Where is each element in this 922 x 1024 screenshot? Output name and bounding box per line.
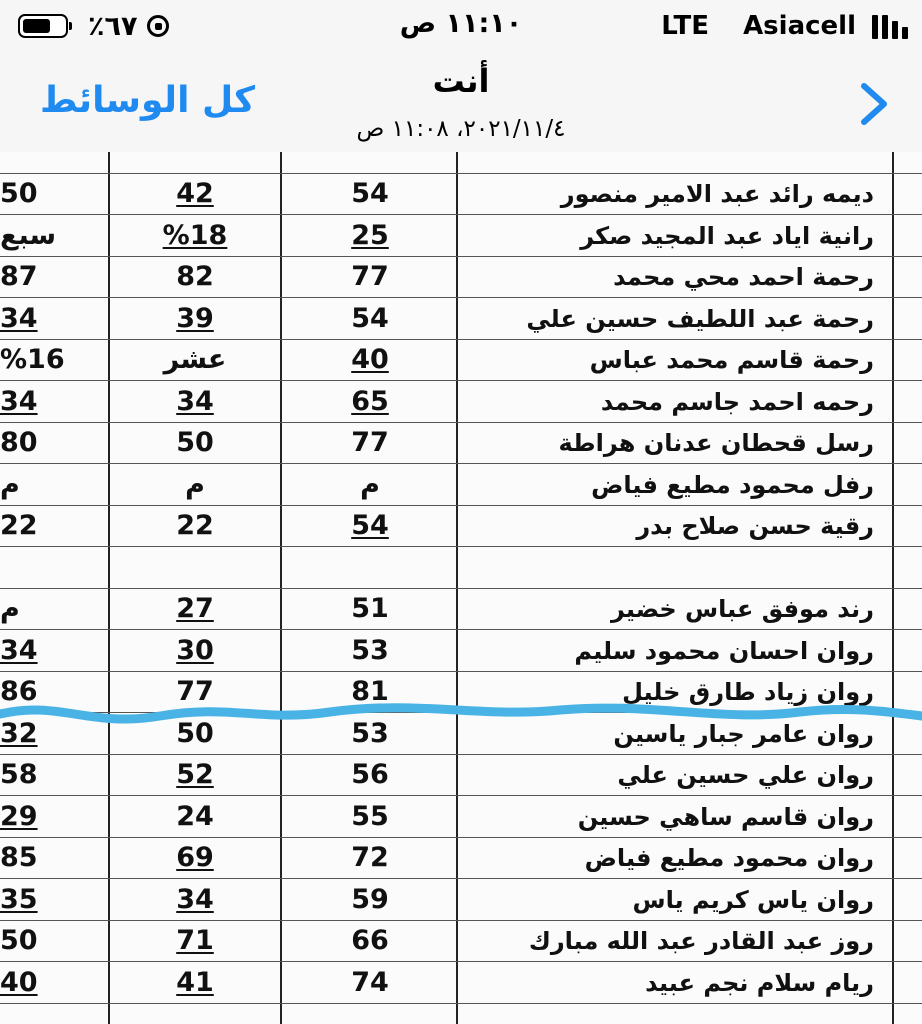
chevron-right-icon[interactable] bbox=[854, 80, 894, 128]
all-media-button[interactable]: كل الوسائط bbox=[40, 80, 256, 121]
grade-col-1: 40 bbox=[0, 966, 38, 998]
student-name: روان عامر جبار ياسين bbox=[613, 719, 874, 748]
grade-col-3: 53 bbox=[351, 634, 389, 666]
student-name: رفل محمود مطيع فياض bbox=[591, 470, 874, 499]
student-name: روان قاسم ساهي حسين bbox=[577, 802, 874, 831]
table-row bbox=[0, 382, 922, 423]
grade-col-2: 50 bbox=[176, 427, 214, 458]
student-name: رقية حسن صلاح بدر bbox=[636, 512, 874, 540]
grade-col-1: 58 bbox=[0, 759, 38, 790]
grade-col-3: 77 bbox=[351, 261, 389, 292]
pen-scribble bbox=[0, 692, 922, 742]
table-row bbox=[0, 838, 922, 879]
grade-col-2: %18 bbox=[162, 219, 228, 251]
table-row bbox=[0, 340, 922, 381]
table-row bbox=[0, 548, 922, 589]
grade-col-3: 65 bbox=[351, 385, 389, 417]
student-name: رحمة احمد محي محمد bbox=[613, 263, 874, 291]
grade-col-3: 72 bbox=[351, 842, 389, 873]
grade-col-1: 35 bbox=[0, 883, 38, 915]
table-row bbox=[0, 423, 922, 464]
grade-col-1: 34 bbox=[0, 634, 38, 666]
grade-col-2: 22 bbox=[176, 510, 214, 541]
student-name: رانية اياد عبد المجيد صكر bbox=[580, 221, 874, 250]
grade-col-2: 34 bbox=[176, 883, 214, 915]
grade-col-1: 50 bbox=[0, 178, 38, 209]
student-name: ديمه رائد عبد الامير منصور bbox=[560, 180, 874, 208]
grade-col-2: 41 bbox=[176, 966, 214, 998]
grade-col-3: 53 bbox=[351, 717, 389, 749]
grade-col-3: 74 bbox=[351, 966, 389, 998]
grade-col-3: 25 bbox=[351, 219, 389, 251]
table-row bbox=[0, 465, 922, 506]
grade-col-3: 54 bbox=[351, 178, 389, 209]
student-name: روان محمود مطيع فياض bbox=[584, 844, 874, 872]
battery-percent: ٪٦٧ bbox=[88, 10, 138, 42]
nav-bar bbox=[0, 52, 922, 152]
table-row bbox=[0, 299, 922, 340]
grade-col-2: 71 bbox=[176, 925, 214, 956]
grade-col-2: م bbox=[185, 468, 205, 500]
table-row bbox=[0, 755, 922, 796]
table-row bbox=[0, 257, 922, 298]
grade-col-1: م bbox=[0, 593, 20, 624]
grade-col-2: 27 bbox=[176, 593, 214, 624]
grade-col-3: 54 bbox=[351, 510, 389, 541]
grade-col-1: 86 bbox=[0, 676, 38, 707]
grade-col-2: 30 bbox=[176, 634, 214, 666]
grade-col-2: 82 bbox=[176, 261, 214, 292]
grade-col-1: 85 bbox=[0, 842, 38, 873]
grade-col-3: م bbox=[360, 468, 380, 500]
status-right bbox=[661, 8, 908, 44]
table-row bbox=[0, 631, 922, 672]
student-name: رند موفق عباس خضير bbox=[610, 595, 874, 623]
student-name: روان زياد طارق خليل bbox=[622, 678, 874, 706]
grade-col-3: 77 bbox=[351, 427, 389, 458]
table-row bbox=[0, 797, 922, 838]
student-name: روان احسان محمود سليم bbox=[574, 636, 874, 665]
grade-col-3: 59 bbox=[351, 883, 389, 915]
signal-bars-icon bbox=[868, 13, 908, 39]
student-name: روان علي حسين علي bbox=[617, 761, 874, 789]
page-subtitle-date: ٢٠٢١/١١/٤، ١١:٠٨ ص bbox=[356, 116, 566, 142]
grade-col-3: 51 bbox=[351, 593, 389, 624]
table-row bbox=[0, 880, 922, 921]
grade-col-1: سبع bbox=[0, 219, 57, 251]
grade-col-1: 22 bbox=[0, 510, 38, 541]
grade-col-2: 77 bbox=[176, 676, 214, 707]
grade-col-1: 34 bbox=[0, 385, 38, 417]
student-name: ريام سلام نجم عبيد bbox=[645, 968, 874, 997]
status-bar bbox=[0, 0, 922, 52]
grade-col-2: 50 bbox=[176, 717, 214, 749]
grade-col-1: م bbox=[0, 468, 20, 500]
grade-col-1: 80 bbox=[0, 427, 38, 458]
grade-col-2: 34 bbox=[176, 385, 214, 417]
student-name: رسل قحطان عدنان هراطة bbox=[558, 429, 874, 457]
grade-col-1: %16 bbox=[0, 344, 65, 375]
grade-col-3: 54 bbox=[351, 302, 389, 334]
grade-col-2: 24 bbox=[176, 800, 214, 832]
grade-col-1: 29 bbox=[0, 800, 38, 832]
grade-col-3: 66 bbox=[351, 925, 389, 956]
table-row bbox=[0, 174, 922, 215]
grade-col-3: 55 bbox=[351, 800, 389, 832]
table-row bbox=[0, 506, 922, 547]
grade-col-1: 50 bbox=[0, 925, 38, 956]
carrier-name: Asiacell bbox=[743, 11, 856, 41]
grade-col-2: 39 bbox=[176, 302, 214, 334]
grade-col-3: 81 bbox=[351, 676, 389, 707]
status-time: ١١:١٠ ص bbox=[399, 8, 523, 39]
grade-col-3: 56 bbox=[351, 759, 389, 790]
table-row bbox=[0, 921, 922, 962]
network-type: LTE bbox=[661, 11, 710, 41]
grade-col-1: 87 bbox=[0, 261, 38, 292]
table-row bbox=[0, 589, 922, 630]
student-name: رحمة قاسم محمد عباس bbox=[589, 346, 874, 374]
table-row bbox=[0, 216, 922, 257]
grade-col-2: عشر bbox=[163, 344, 227, 375]
grade-col-2: 42 bbox=[176, 178, 214, 209]
grade-col-3: 40 bbox=[351, 344, 389, 375]
student-name: روان ياس كريم ياس bbox=[632, 885, 874, 914]
document-photo[interactable] bbox=[0, 152, 922, 1024]
grade-col-1: 34 bbox=[0, 302, 38, 334]
grade-col-2: 52 bbox=[176, 759, 214, 790]
student-name: روز عبد القادر عبد الله مبارك bbox=[528, 927, 874, 955]
student-name: رحمه احمد جاسم محمد bbox=[600, 387, 874, 416]
table-row bbox=[0, 963, 922, 1004]
student-name: رحمة عبد اللطيف حسين علي bbox=[526, 304, 874, 333]
page-title: أنت bbox=[432, 62, 490, 100]
grade-col-2: 69 bbox=[176, 842, 214, 873]
grade-col-1: 32 bbox=[0, 717, 38, 749]
